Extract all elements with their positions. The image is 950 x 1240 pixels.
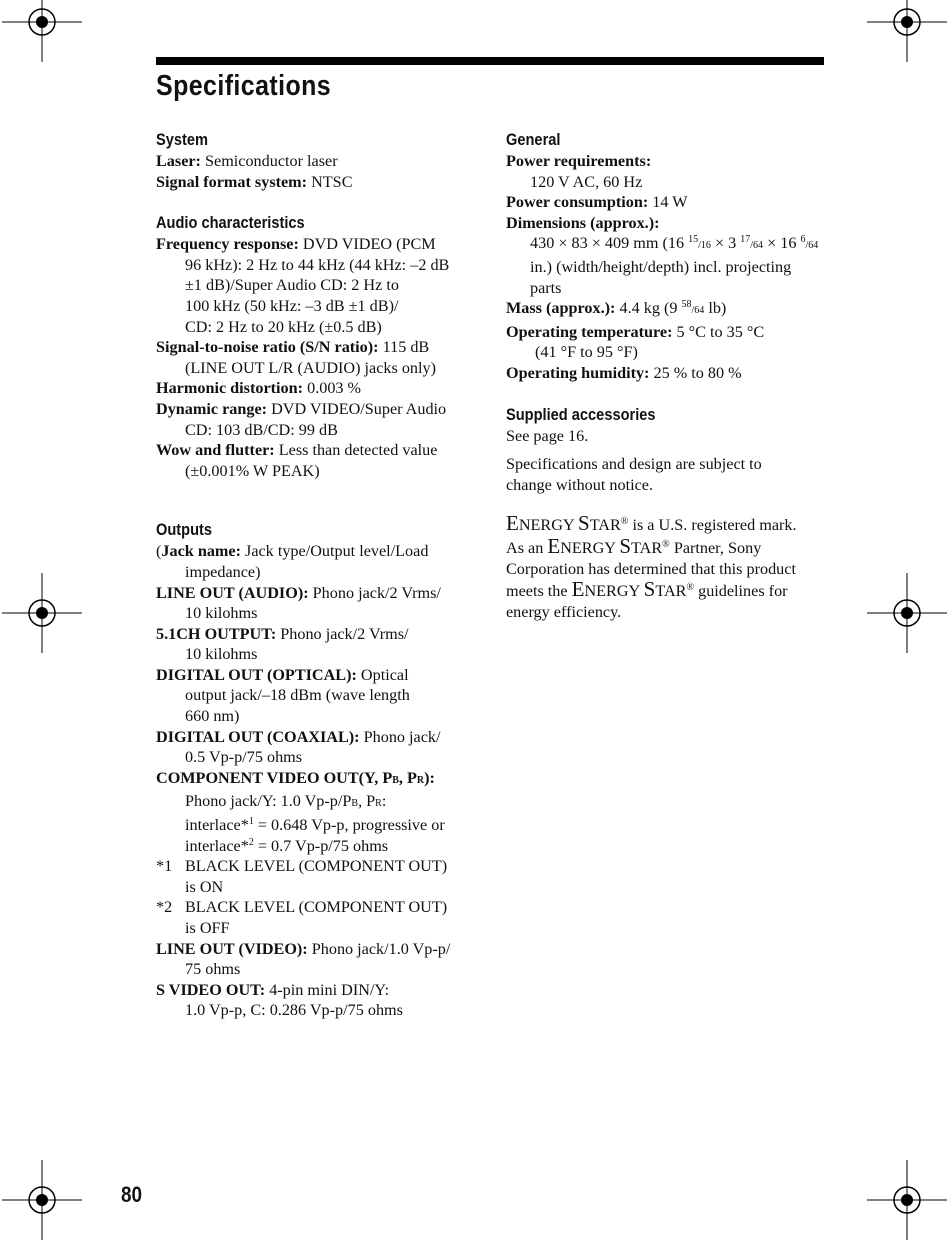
section-heading-system: System [156, 130, 209, 149]
spec-51ch-output: 5.1CH OUTPUT: Phono jack/2 Vrms/ 10 kilohms [156, 624, 409, 664]
registration-mark-bottom-left [2, 1160, 82, 1240]
registration-mark-top-left [2, 0, 82, 62]
spec-power-requirements-value: 120 V AC, 60 Hz [530, 172, 643, 191]
spec-power-requirements: Power requirements: [506, 152, 652, 170]
spec-power-consumption: Power consumption: 14 W [506, 193, 688, 212]
spec-snr: Signal-to-noise ratio (S/N ratio): 115 dB (LINE OUT L/R (AUDIO) jacks only) [156, 338, 437, 377]
spec-line-out-audio: LINE OUT (AUDIO): Phono jack/2 Vrms/ 10 kilohms [156, 583, 441, 623]
spec-operating-humidity: Operating humidity: 25 % to 80 % [506, 363, 742, 382]
left-column [156, 129, 486, 1021]
spec-line-out-video: LINE OUT (VIDEO): Phono jack/1.0 Vp-p/ 75 ohms [156, 939, 451, 979]
section-heading-accessories: Supplied accessories [506, 404, 656, 424]
registration-mark-mid-left [2, 573, 82, 653]
spec-s-video-out: S VIDEO OUT: 4-pin mini DIN/Y: 1.0 Vp-p, C: 0.286 Vp-p/75 ohms [156, 980, 403, 1020]
spec-laser: Laser: Semiconductor laser [156, 152, 338, 170]
section-heading-audio: Audio characteristics [156, 213, 305, 233]
page-number: 80 [121, 1182, 143, 1207]
notice-text: Specifications and design are subject to change without notice. [506, 455, 762, 494]
spec-signal-format: Signal format system: NTSC [156, 172, 353, 191]
spec-dimensions: Dimensions (approx.): [506, 213, 660, 232]
spec-wow-flutter: Wow and flutter: Less than detected value (±0.001% W PEAK) [156, 441, 438, 480]
spec-jack-name-legend: (Jack name: Jack type/Output level/Load impedance) [156, 542, 429, 581]
title-rule [156, 57, 824, 65]
footnote-2: *2 BLACK LEVEL (COMPONENT OUT) is OFF [156, 898, 448, 937]
registration-mark-top-right [867, 0, 947, 62]
section-heading-outputs: Outputs [156, 520, 213, 540]
spec-frequency-response: Frequency response: DVD VIDEO (PCM 96 kHz): 2 Hz to 44 kHz (44 kHz: –2 dB ±1 dB)/Super Audio CD: 2 Hz to 100 kHz (50 kHz: –3 dB ±1 dB)/ CD: 2 Hz to 20 kHz (±0.5 dB) [156, 235, 450, 336]
page-title: Specifications [156, 70, 332, 102]
registration-mark-bottom-right [867, 1160, 947, 1240]
spec-digital-out-coaxial: DIGITAL OUT (COAXIAL): Phono jack/ 0.5 Vp-p/75 ohms [156, 727, 441, 767]
registration-mark-mid-right [867, 573, 947, 653]
spec-mass: Mass (approx.): 4.4 kg (9 $^{58}$/64 lb) [506, 299, 727, 318]
spec-dimensions-value: 430 × 83 × 409 mm (16 $^{15}$/16 × 3 $^{17}$/64 × 16 $^6$/64 in.) (width/height/depth) incl. projecting parts [530, 234, 819, 297]
section-heading-general: General [506, 130, 561, 149]
accessories-text: See page 16. [506, 426, 589, 445]
spec-harmonic-distortion: Harmonic distortion: 0.003 % [156, 379, 362, 398]
spec-digital-out-optical: DIGITAL OUT (OPTICAL): Optical output jack/–18 dBm (wave length 660 nm) [156, 665, 410, 726]
footnote-1: *1 BLACK LEVEL (COMPONENT OUT) is ON [156, 857, 448, 896]
energy-star-statement: ENERGY STAR® is a U.S. registered mark. As an ENERGY STAR® Partner, Sony Corporation has determined that this product meets the ENERGY STAR® guidelines for energy efficiency. [506, 511, 797, 621]
spec-component-video-out: COMPONENT VIDEO OUT(Y, PB, PR): Phono jack/Y: 1.0 Vp-p/PB, PR: interlace*$^1$ = 0.648 Vp-p, progressive or interlace*$^2$ = 0.7 Vp-p/75 ohms [156, 768, 445, 855]
right-column [506, 129, 831, 622]
spec-operating-temperature: Operating temperature: 5 °C to 35 °C (41 °F to 95 °F) [506, 322, 765, 362]
spec-dynamic-range: Dynamic range: DVD VIDEO/Super Audio CD: 103 dB/CD: 99 dB [156, 399, 447, 439]
